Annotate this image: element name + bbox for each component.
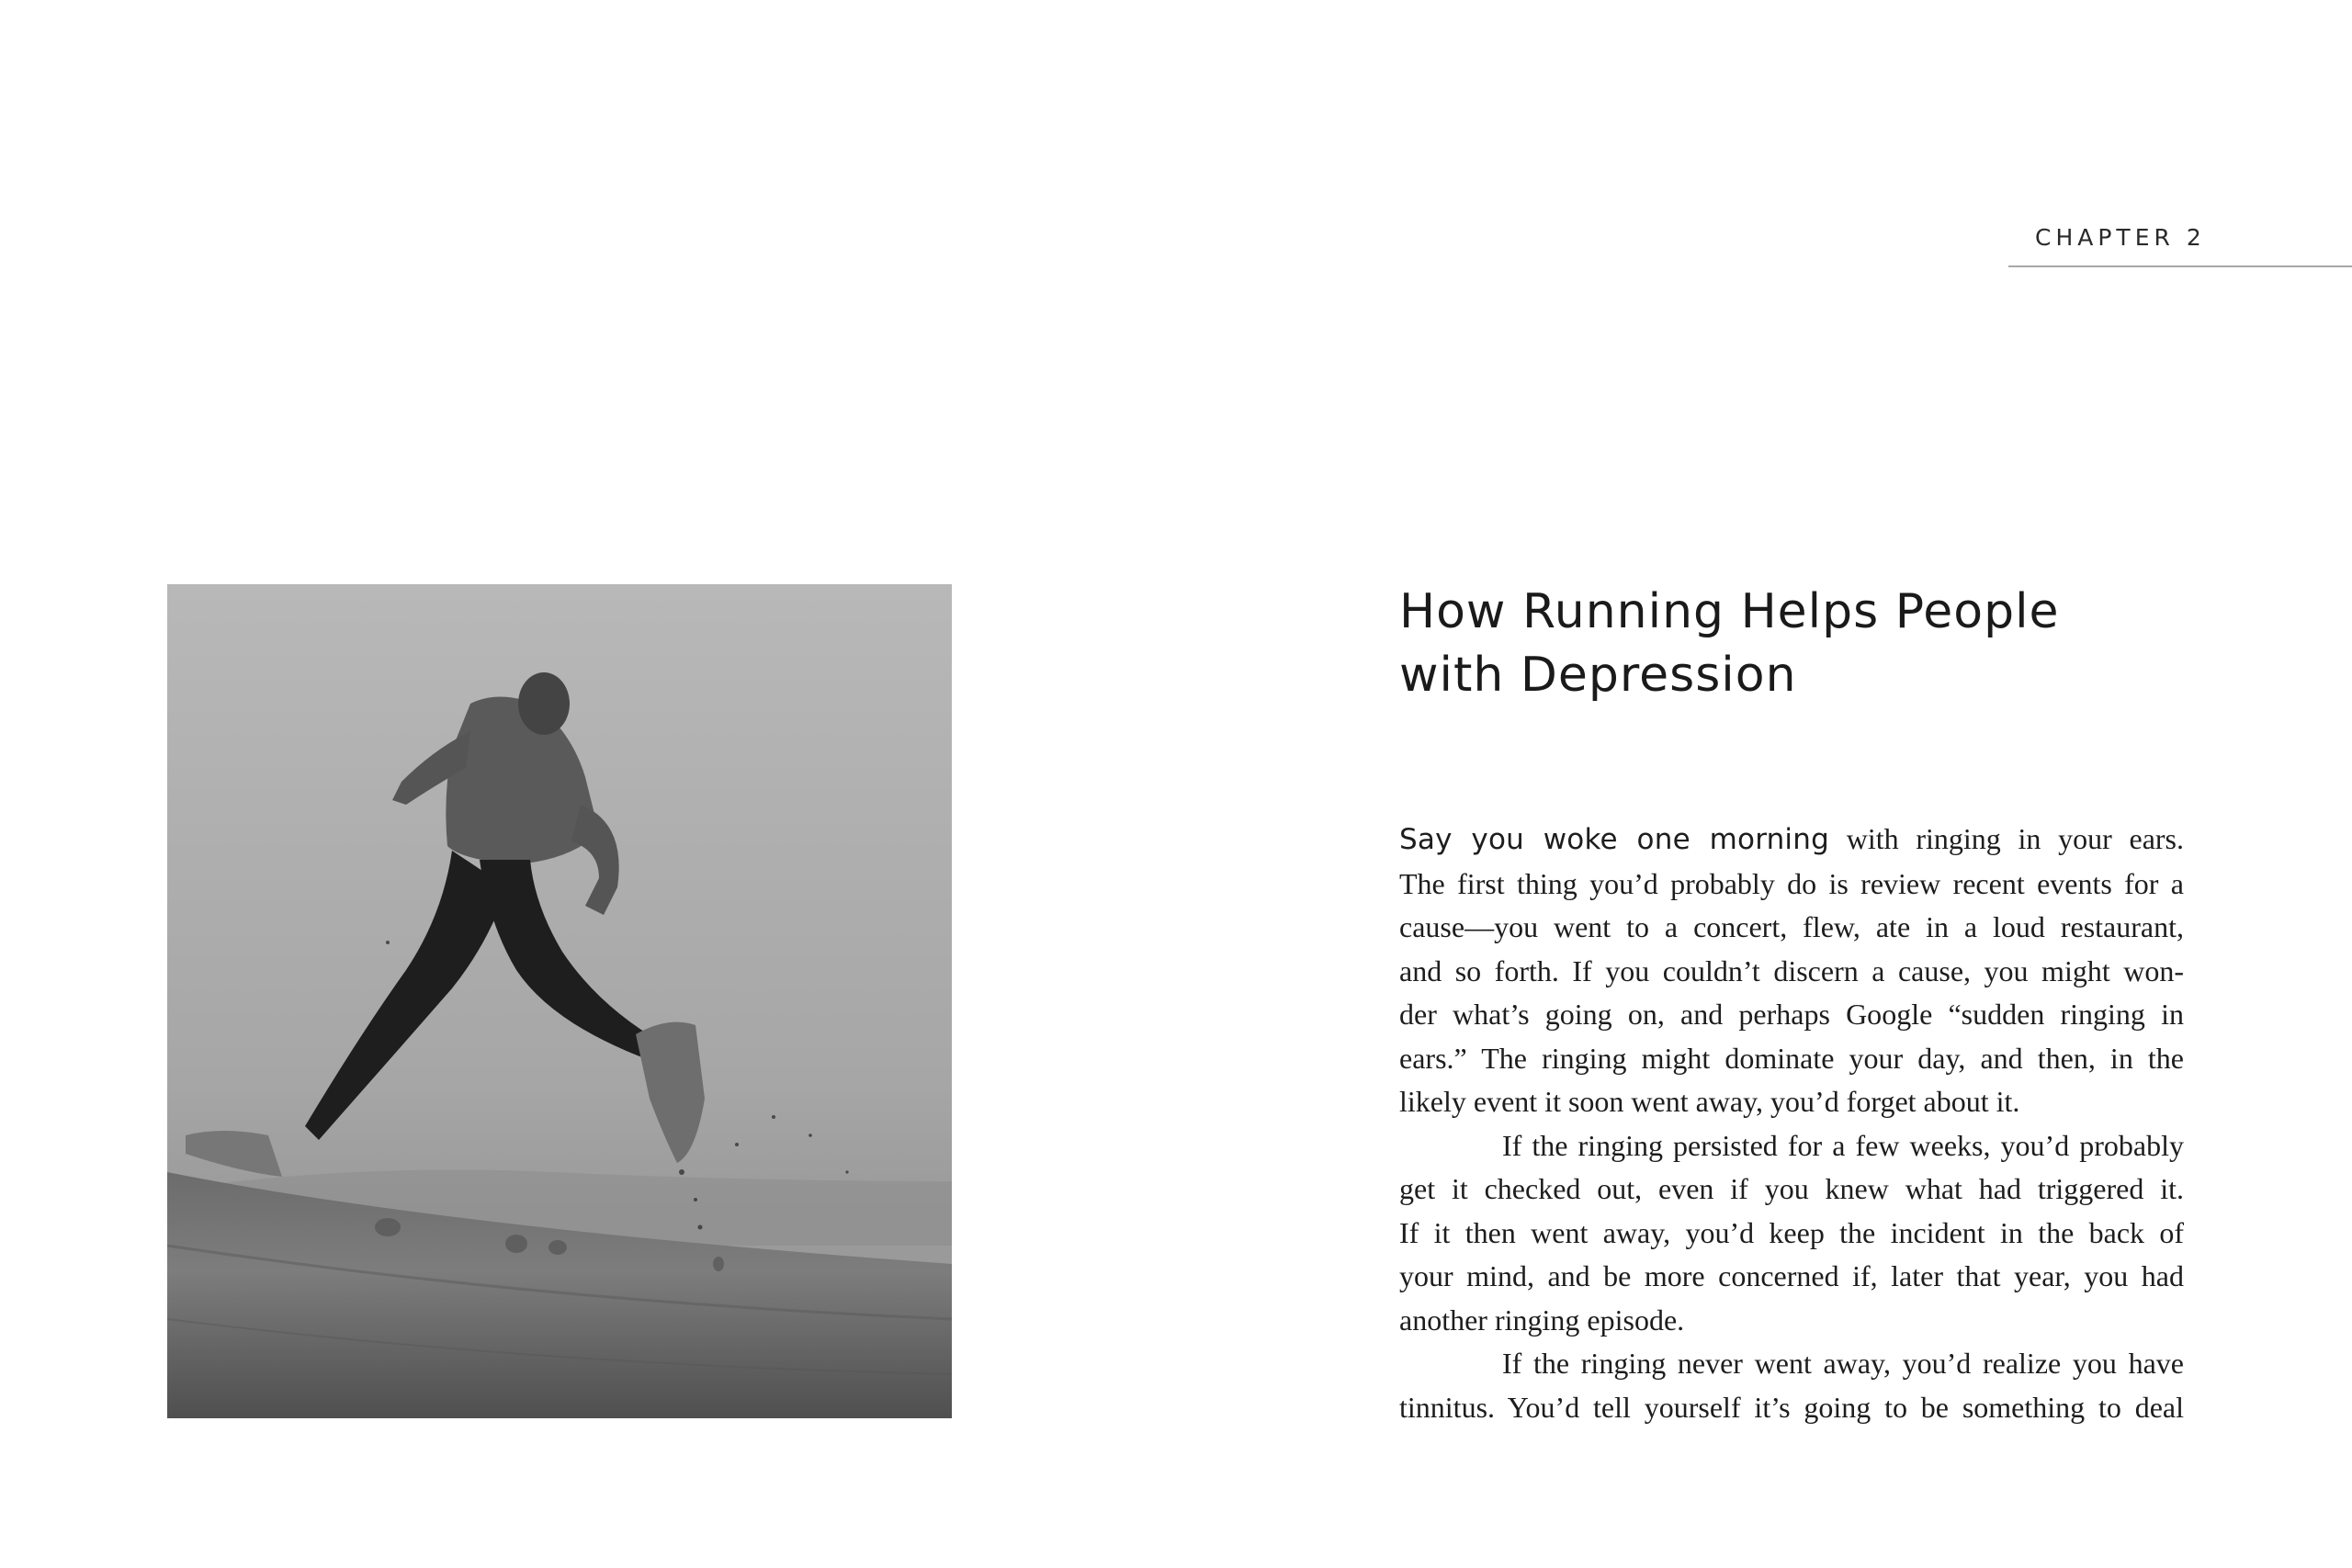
body-line: likely event it soon went away, you’d forget about it. [1399,1085,2020,1118]
chapter-title-line-2: with Depression [1399,648,1797,703]
body-line: If it then went away, you’d keep the incident in the back of [1399,1215,2184,1249]
chapter-title-line-1: How Running Helps People [1399,584,2060,639]
body-line: and so forth. If you couldn’t discern a cause, you might won- [1399,953,2184,987]
runner-photo [167,584,952,1418]
body-line: your mind, and be more concerned if, later that year, you had [1399,1259,2184,1292]
body-line: another ringing episode. [1399,1303,1685,1337]
chapter-label: CHAPTER 2 [2035,224,2206,251]
lead-in: Say you woke one morning [1399,823,1829,856]
body-line [1399,818,2184,863]
body-line: cause—you went to a concert, flew, ate in a loud restaurant, [1399,910,2184,943]
body-line: If the ringing persisted for a few weeks, you’d probably [1502,1128,2184,1162]
body-line-text: with ringing in your ears. [1828,822,2185,855]
body-line: get it checked out, even if you knew what had triggered it. [1399,1172,2184,1205]
body-line: der what’s going on, and perhaps Google “sudden ringing in [1399,998,2184,1031]
body-line: If the ringing never went away, you’d realize you have [1502,1347,2184,1380]
body-text [1399,818,2184,1429]
chapter-title [1399,581,2226,707]
body-line: ears.” The ringing might dominate your day, and then, in the [1399,1041,2184,1075]
body-line: tinnitus. You’d tell yourself it’s going to be something to deal [1399,1390,2184,1424]
body-line: The first thing you’d probably do is review recent events for a [1399,866,2184,900]
runner-photo-icon [167,584,952,1418]
chapter-rule [2008,265,2352,267]
